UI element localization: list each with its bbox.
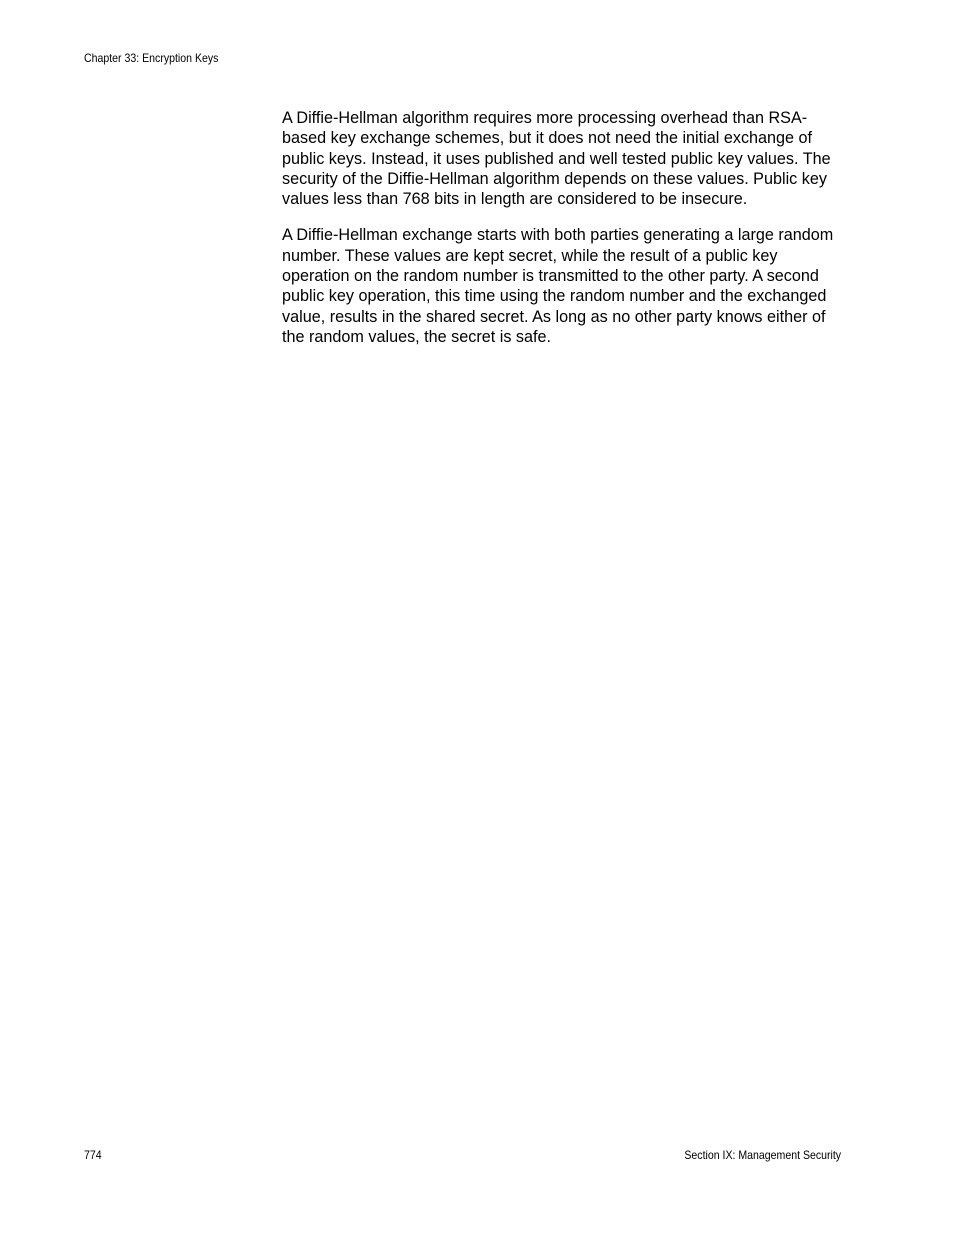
page-number: 774: [84, 1148, 102, 1162]
footer-section-title: Section IX: Management Security: [684, 1148, 841, 1162]
paragraph-diffie-hellman-exchange: A Diffie-Hellman exchange starts with both parties generating a large random number. These values are kept secret, while the result of a public key operation on the random number is transmitted to the other party. A second public key operation, this time using the random number and the exchanged value, results in the shared secret. As long as no other party knows either of the random values, the secret is safe.: [282, 226, 834, 346]
paragraph-diffie-hellman-overhead: A Diffie-Hellman algorithm requires more processing overhead than RSA-based key exchange schemes, but it does not need the initial exchange of public keys. Instead, it uses published and well tested public key values. The security of the Diffie-Hellman algorithm depends on these values. Public key values less than 768 bits in length are considered to be insecure.: [282, 109, 831, 209]
running-header-chapter: Chapter 33: Encryption Keys: [84, 51, 219, 65]
body-text: [282, 108, 844, 363]
